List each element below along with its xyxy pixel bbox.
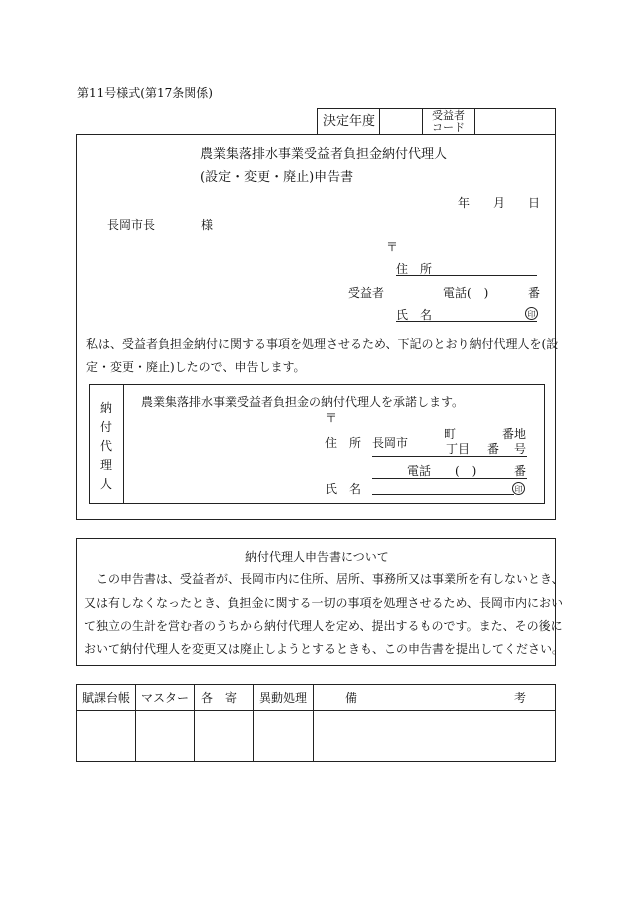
- office-header-kakuyose: 各 寄: [201, 691, 238, 705]
- addressee-sama: 様: [201, 218, 214, 232]
- declaration-line2: 定・変更・廃止)したので、申告します。: [86, 360, 306, 374]
- agent-label-char: 付: [99, 420, 112, 434]
- agent-seal-icon: 印: [512, 482, 525, 495]
- agent-phone-underline[interactable]: [372, 478, 527, 479]
- agent-ban: 番: [487, 442, 500, 456]
- form-number: 第11号様式(第17条関係): [77, 86, 213, 100]
- agent-label-char: 理: [99, 458, 112, 472]
- date-year-label: 年: [458, 196, 471, 210]
- decision-year-label: 決定年度: [323, 114, 376, 129]
- office-header-idou: 異動処理: [259, 691, 308, 705]
- date-day-label: 日: [528, 196, 541, 210]
- office-cell-kakuyose[interactable]: [195, 711, 252, 761]
- notice-title: 納付代理人申告書について: [245, 550, 389, 564]
- agent-label-char: 人: [99, 477, 112, 491]
- beneficiary-code-label-line2: コード: [432, 121, 465, 134]
- notice-line: おいて納付代理人を変更又は廃止しようとするときも、この申告書を提出してください。: [84, 642, 565, 656]
- beneficiary-code-label-line1: 受益者: [432, 109, 465, 122]
- agent-address-label: 住 所: [325, 436, 362, 450]
- agent-phone-label: 電話: [407, 464, 432, 478]
- office-header-master: マスター: [141, 691, 190, 705]
- agent-vertical-label: [99, 399, 113, 494]
- notice-line: 又は有しなくなったとき、負担金に関する一切の事項を処理させるため、長岡市内におい: [84, 596, 564, 610]
- office-header-bi: 備: [345, 691, 358, 705]
- applicant-address-label: 住 所: [396, 262, 433, 276]
- office-cell-idou[interactable]: [254, 711, 312, 761]
- applicant-seal-icon: 印: [525, 307, 538, 320]
- office-header-fuka: 賦課台帳: [82, 691, 131, 705]
- applicant-postal-mark: 〒: [386, 240, 399, 254]
- agent-chome: 丁目: [446, 442, 471, 456]
- form-title-line2: (設定・変更・廃止)申告書: [200, 170, 354, 185]
- applicant-phone-ban: 番: [528, 286, 541, 300]
- agent-label-char: 代: [99, 439, 112, 453]
- beneficiary-code-field[interactable]: [475, 109, 554, 134]
- applicant-role-label: 受益者: [348, 286, 385, 300]
- agent-go: 号: [514, 442, 527, 456]
- agent-phone-paren: ( ): [455, 464, 477, 478]
- date-month-label: 月: [493, 196, 506, 210]
- applicant-address-underline[interactable]: [396, 275, 537, 276]
- agent-address-underline[interactable]: [372, 456, 527, 457]
- applicant-name-label: 氏 名: [396, 308, 433, 322]
- decision-year-field[interactable]: [380, 109, 421, 134]
- agent-city: 長岡市: [372, 436, 409, 450]
- agent-banchi: 番地: [502, 427, 527, 441]
- applicant-phone-label: 電話( ): [443, 286, 489, 300]
- applicant-name-underline[interactable]: [396, 321, 537, 322]
- agent-name-underline[interactable]: [372, 494, 514, 495]
- agent-label-char: 納: [99, 401, 112, 415]
- notice-line: て独立の生計を営む者のうちから納付代理人を定め、提出するものです。また、その後に: [84, 619, 563, 633]
- office-cell-remarks[interactable]: [314, 711, 555, 761]
- agent-consent-text: 農業集落排水事業受益者負担金の納付代理人を承諾します。: [141, 395, 465, 409]
- agent-name-label: 氏 名: [325, 482, 362, 496]
- office-header-kou: 考: [514, 691, 527, 705]
- office-cell-master[interactable]: [136, 711, 193, 761]
- agent-phone-ban: 番: [514, 464, 527, 478]
- office-cell-fuka[interactable]: [77, 711, 134, 761]
- declaration-line1: 私は、受益者負担金納付に関する事項を処理させるため、下記のとおり納付代理人を(設: [86, 337, 559, 351]
- agent-machi: 町: [444, 427, 457, 441]
- addressee-mayor: 長岡市長: [107, 218, 156, 232]
- notice-line: この申告書は、受益者が、長岡市内に住所、居所、事務所又は事業所を有しないとき、: [96, 572, 564, 586]
- form-title-line1: 農業集落排水事業受益者負担金納付代理人: [200, 147, 448, 162]
- agent-postal-mark: 〒: [325, 411, 338, 425]
